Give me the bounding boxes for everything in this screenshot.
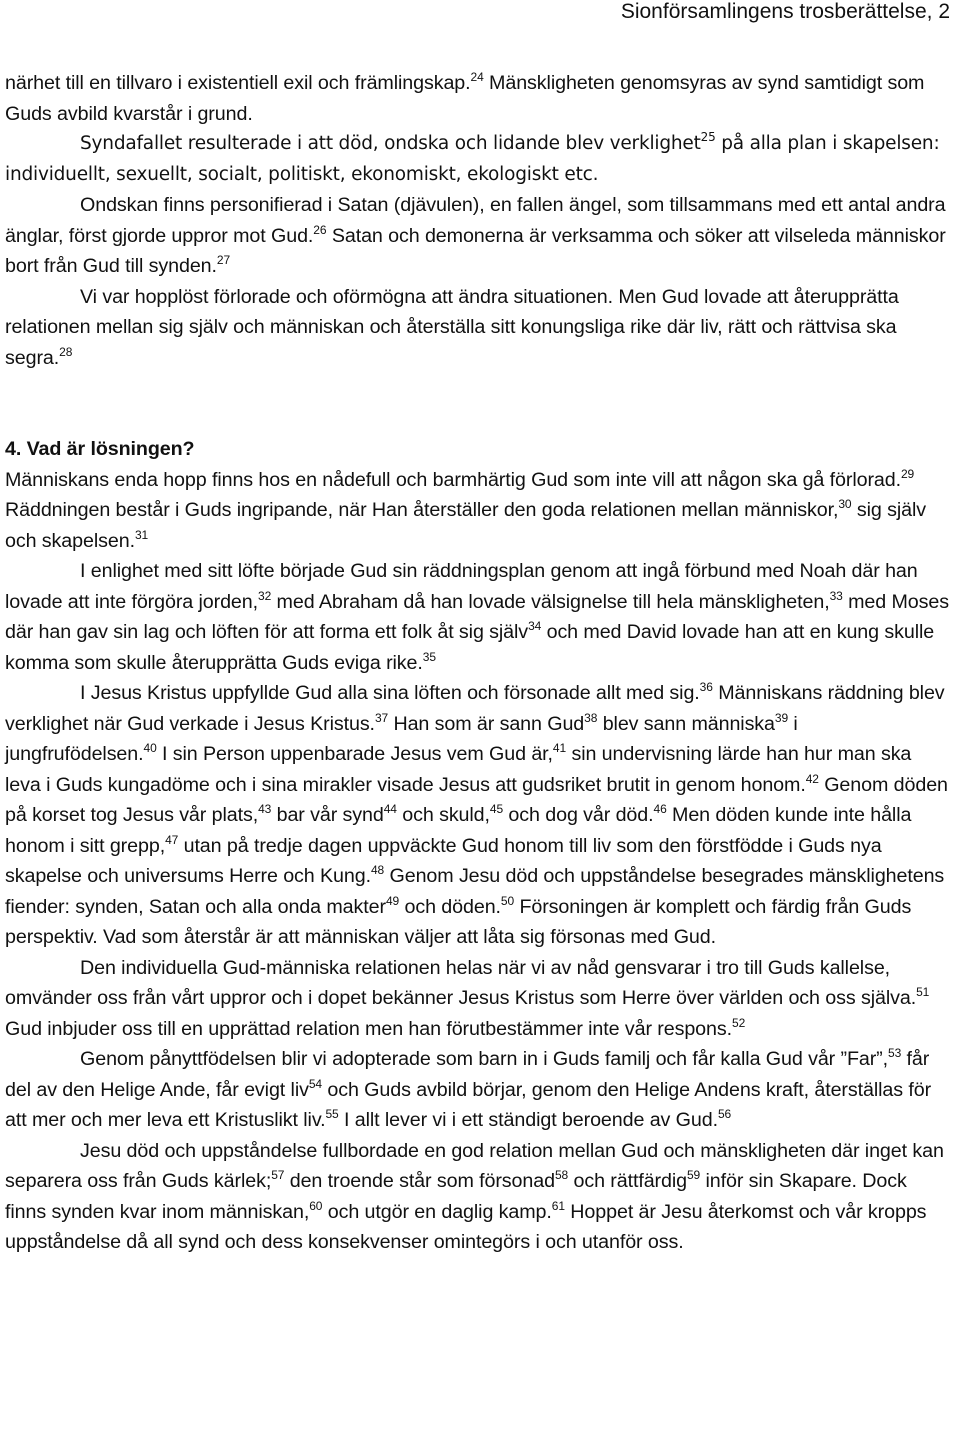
text-run: och utgör en daglig kamp.	[322, 1200, 552, 1223]
paragraph	[5, 953, 950, 1045]
footnote-marker: 51	[916, 985, 930, 999]
footnote-marker: 43	[258, 802, 272, 816]
footnote-marker: 25	[700, 130, 716, 144]
text-run: och rättfärdig	[568, 1170, 687, 1192]
text-run: och döden.	[399, 895, 501, 918]
footnote-marker: 60	[309, 1198, 323, 1213]
text-run: Genom Jesu död och uppståndelse besegrades mänsklighetens fiender: synden, Satan och alla onda makter	[5, 865, 945, 918]
text-run: med Moses där han gav sin lag och löften för att forma ett folk åt sig själv	[5, 590, 949, 643]
solution-section	[5, 465, 950, 1258]
footnote-marker: 58	[554, 1168, 569, 1182]
footnote-marker: 24	[470, 70, 484, 84]
footnote-marker: 48	[370, 863, 385, 877]
footnote-marker: 57	[271, 1168, 285, 1182]
text-run: Satan och demonerna är verksamma och söker att vilseleda människor bort från Gud till synden.	[5, 224, 946, 277]
text-run: Syndafallet resulterade i att död, ondska och lidande blev verklighet	[80, 133, 701, 154]
text-run: Mänskligheten genomsyras av synd samtidigt som Guds avbild kvarstår i grund.	[5, 72, 925, 125]
footnote-marker: 26	[313, 222, 327, 237]
footnote-marker: 59	[686, 1168, 701, 1182]
footnote-marker: 54	[308, 1076, 322, 1091]
paragraph	[5, 282, 950, 374]
text-run: Människans enda hopp finns hos en nådefull och barmhärtig Gud som inte vill att någon ska gå förlorad.	[5, 468, 901, 491]
text-run: sig själv och skapelsen.	[5, 499, 926, 552]
text-run: inför sin Skapare. Dock finns synden kvar inom människan,	[5, 1170, 907, 1223]
footnote-marker: 41	[552, 741, 567, 755]
paragraph	[5, 129, 950, 190]
text-run: den troende står som försonad	[284, 1170, 555, 1192]
text-run: blev sann människa	[597, 712, 775, 735]
footnote-marker: 33	[829, 588, 843, 603]
footnote-marker: 27	[216, 253, 231, 267]
text-run: Försoningen är komplett och färdig från Guds perspektiv. Vad som återstår är att människan väljer att låta sig försonas med Gud.	[5, 895, 912, 948]
paragraph	[5, 1136, 950, 1258]
paragraph	[5, 465, 950, 557]
text-run: Hoppet är Jesu återkomst och vår kropps uppståndelse då all synd och dess konsekvenser omintegörs i och utanför oss.	[5, 1200, 927, 1253]
text-run: bar vår synd	[271, 804, 384, 826]
text-run: Människans räddning blev verklighet när Gud verkade i Jesus Kristus.	[5, 682, 945, 735]
text-run: med Abraham då han lovade välsignelse till hela mänskligheten,	[271, 590, 830, 613]
paragraph	[5, 68, 950, 129]
footnote-marker: 34	[528, 619, 542, 633]
text-run: sin undervisning lärde han hur man ska leva i Guds kungadöme och i sina mirakler visade Jesus att gudsriket brutit in genom honom.	[5, 743, 912, 796]
text-run: Jesu död och uppståndelse fullbordade en god relation mellan Gud och mänskligheten där inget kan separera oss från Guds kärlek;	[5, 1139, 944, 1192]
footnote-marker: 49	[385, 893, 400, 908]
footnote-marker: 53	[888, 1046, 902, 1060]
text-run: I sin Person uppenbarade Jesus vem Gud är,	[156, 743, 553, 765]
text-run: I Jesus Kristus uppfyllde Gud alla sina löften och försonade allt med sig.	[80, 682, 700, 704]
footnote-marker: 31	[134, 527, 149, 542]
text-run: Ondskan finns personifierad i Satan (djävulen), en fallen ängel, som tillsammans med ett antal andra änglar, först gjorde uppror mot Gud.	[5, 194, 946, 247]
paragraph	[5, 1044, 950, 1136]
text-run: på alla plan i skapelsen: individuellt, sexuellt, socialt, politiskt, ekonomiskt, ekologiskt etc.	[5, 133, 940, 185]
text-run: utan på tredje dagen uppväckte Gud honom till liv som den förstfödde i Guds nya skapelse och universums Herre och Kung.	[5, 834, 882, 887]
footnote-marker: 39	[774, 710, 789, 725]
text-run: Men döden kunde inte hålla honom i sitt grepp,	[5, 804, 912, 857]
text-run: får del av den Helige Ande, får evigt liv	[5, 1048, 930, 1101]
footnote-marker: 30	[838, 497, 852, 511]
paragraph	[5, 556, 950, 678]
footnote-marker: 55	[325, 1107, 339, 1121]
text-run: I enlighet med sitt löfte började Gud sin räddningsplan genom att ingå förbund med Noah där han lovade att inte förgöra jorden,	[5, 560, 918, 613]
footnote-marker: 50	[500, 893, 515, 908]
page-header: Sionförsamlingens trosberättelse, 2	[620, 0, 950, 23]
document-body	[5, 68, 950, 1258]
paragraph	[5, 678, 950, 953]
footnote-marker: 42	[805, 771, 819, 786]
footnote-marker: 29	[900, 466, 915, 481]
text-run: och med David lovade han att en kung skulle komma som skulle återupprätta Guds eviga rike.	[5, 621, 935, 674]
footnote-marker: 45	[489, 802, 504, 816]
text-run: Vi var hopplöst förlorade och oförmögna att ändra situationen. Men Gud lovade att återupprätta relationen mellan sig själv och människan och återställa sitt konungsliga rike där liv, rätt och rättvisa ska segra.	[5, 285, 899, 369]
text-run: Den individuella Gud-människa relationen helas när vi av nåd gensvarar i tro till Guds kallelse, omvänder oss från vårt uppror och i dopet bekänner Jesus Kristus som Herre över världen och oss själva.	[5, 956, 917, 1009]
text-run: Gud inbjuder oss till en upprättad relation men han förutbestämmer inte vår respons.	[5, 1017, 732, 1040]
footnote-marker: 40	[143, 741, 157, 755]
text-run: Genom döden på korset tog Jesus vår plats,	[5, 773, 948, 826]
footnote-marker: 52	[732, 1015, 746, 1030]
footnote-marker: 32	[258, 588, 272, 603]
paragraph	[5, 190, 950, 282]
footnote-marker: 36	[699, 680, 713, 694]
text-run: Genom pånyttfödelsen blir vi adopterade som barn in i Guds familj och får kalla Gud vår ”Far”,	[80, 1048, 889, 1070]
text-run: i jungfrufödelsen.	[5, 712, 798, 765]
footnote-marker: 44	[383, 802, 397, 816]
footnote-marker: 61	[551, 1198, 565, 1213]
text-run: närhet till en tillvaro i existentiell exil och främlingskap.	[5, 72, 471, 94]
footnote-marker: 47	[165, 832, 179, 847]
footnote-marker: 56	[717, 1107, 732, 1121]
text-run: och skuld,	[396, 804, 490, 826]
text-run: och Guds avbild börjar, genom den Helige Andens kraft, återställas för att mer och mer leva ett Kristuslikt liv.	[5, 1078, 932, 1131]
text-run: Han som är sann Gud	[388, 712, 585, 735]
footnote-marker: 28	[59, 344, 73, 359]
footnote-marker: 37	[374, 710, 389, 725]
section-heading: 4. Vad är lösningen?	[5, 438, 195, 460]
text-run: och dog vår död.	[503, 804, 654, 826]
footnote-marker: 46	[653, 802, 667, 816]
text-run: I allt lever vi i ett ständigt beroende av Gud.	[338, 1109, 718, 1131]
footnote-marker: 38	[584, 710, 598, 725]
intro-section	[5, 68, 950, 373]
footnote-marker: 35	[422, 649, 436, 664]
text-run: Räddningen består i Guds ingripande, när Han återställer den goda relationen mellan människor,	[5, 499, 839, 521]
